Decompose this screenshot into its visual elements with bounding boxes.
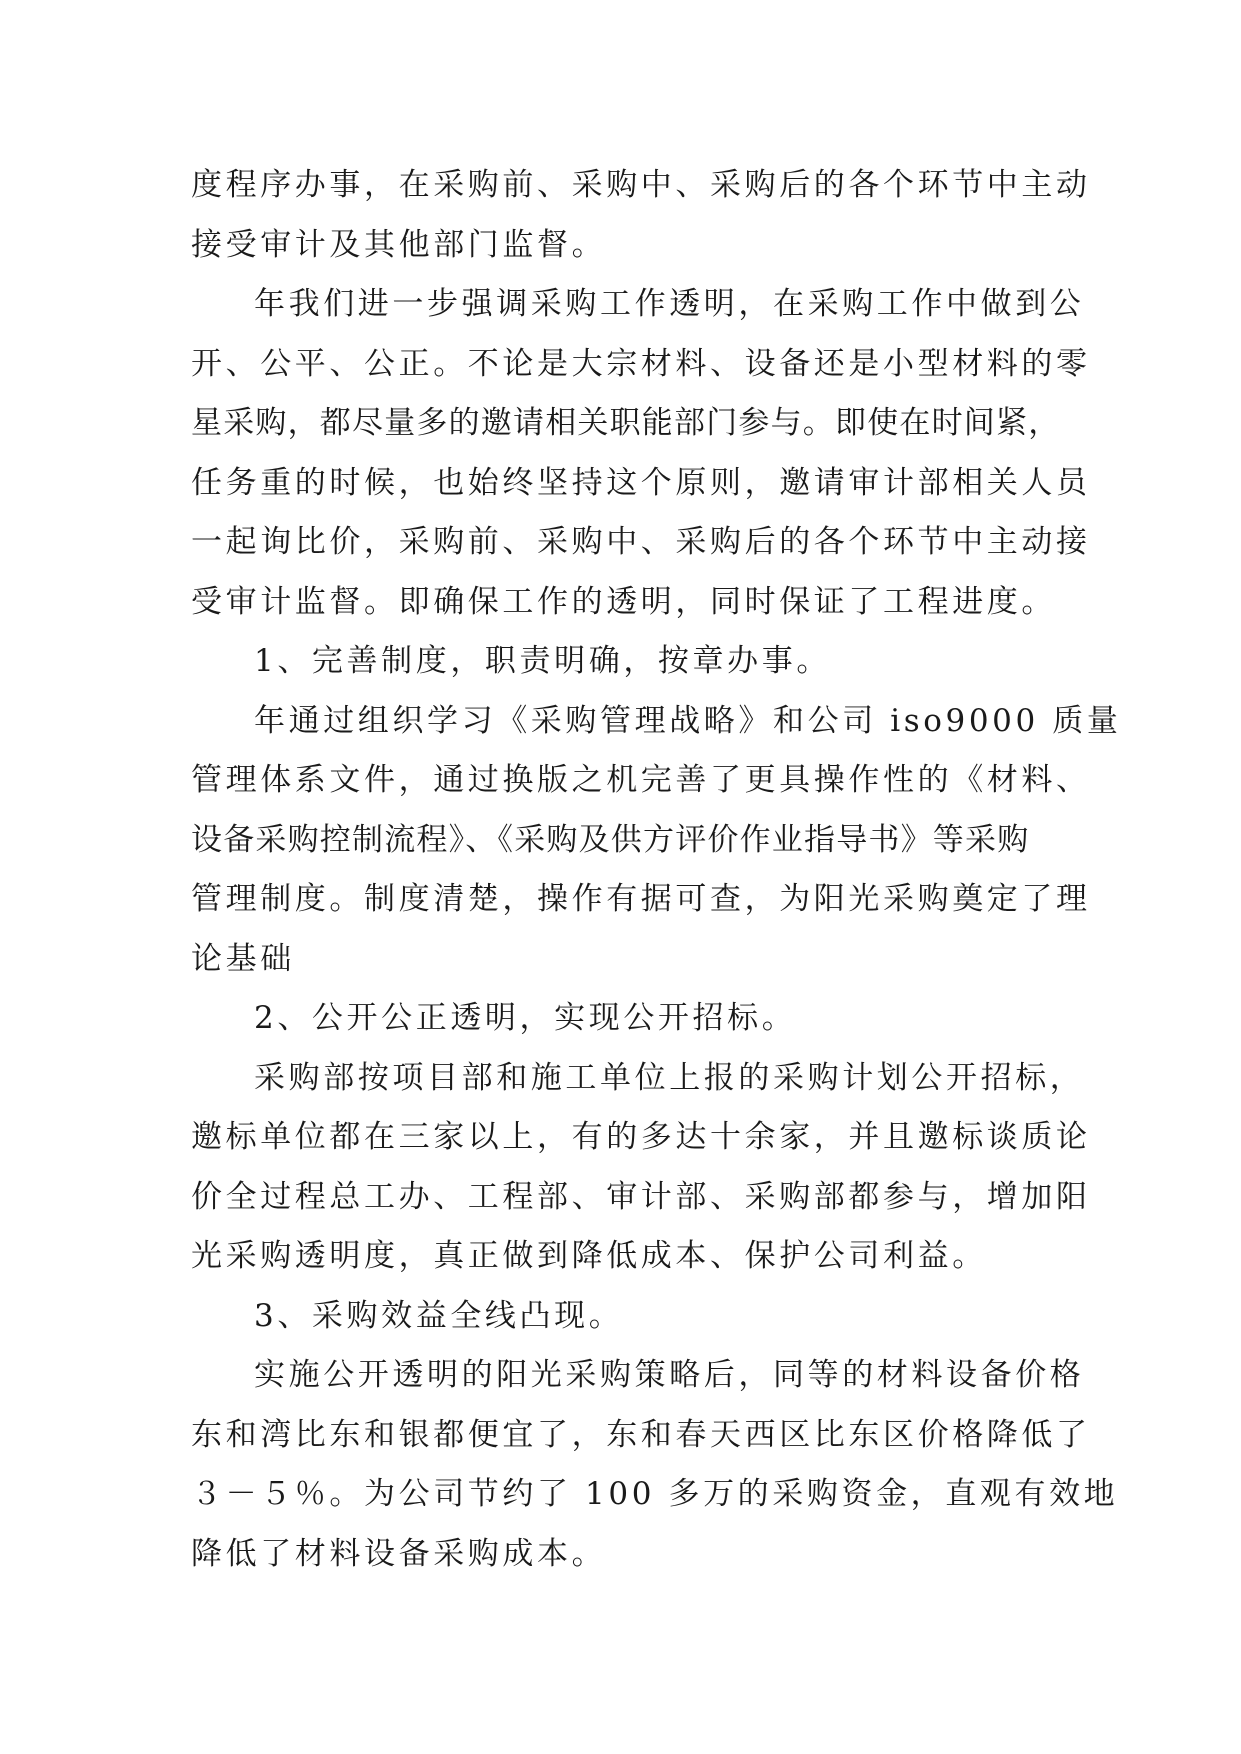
text-line: 管理体系文件，通过换版之机完善了更具操作性的《材料、: [191, 762, 1091, 798]
section-heading-2: 2、公开公正透明，实现公开招标。: [254, 1000, 797, 1036]
paragraph-start-line: 采购部按项目部和施工单位上报的采购计划公开招标，: [254, 1059, 1085, 1096]
paragraph-start-line: 年我们进一步强调采购工作透明，在采购工作中做到公: [254, 286, 1085, 322]
section-heading-3: 3、采购效益全线凸现。: [254, 1297, 624, 1334]
text-line: 度程序办事，在采购前、采购中、采购后的各个环节中主动: [191, 167, 1091, 203]
text-line: 一起询比价，采购前、采购中、采购后的各个环节中主动接: [191, 524, 1091, 560]
text-line: 论基础: [191, 940, 295, 977]
text-line: 降低了材料设备采购成本。: [191, 1535, 607, 1572]
document-body: [191, 156, 1122, 1584]
section-heading-1: 1、完善制度，职责明确，按章办事。: [254, 643, 831, 679]
text-line: 价全过程总工办、工程部、审计部、采购部都参与，增加阳: [191, 1178, 1091, 1215]
text-line: 星采购，都尽量多的邀请相关职能部门参与。即使在时间紧，: [191, 405, 1061, 441]
text-line: 受审计监督。即确保工作的透明，同时保证了工程进度。: [191, 583, 1056, 620]
text-line: 邀标单位都在三家以上，有的多达十余家，并且邀标谈质论: [191, 1119, 1091, 1155]
paragraph-start-line: 实施公开透明的阳光采购策略后，同等的材料设备价格: [254, 1357, 1085, 1393]
text-line: 管理制度。制度清楚，操作有据可查，为阳光采购奠定了理: [191, 881, 1091, 917]
text-line: 接受审计及其他部门监督。: [191, 226, 607, 263]
text-line: 东和湾比东和银都便宜了，东和春天西区比东区价格降低了: [191, 1416, 1091, 1453]
text-line: 设备采购控制流程》、《采购及供方评价作业指导书》等采购: [191, 821, 1030, 858]
text-line: 光采购透明度，真正做到降低成本、保护公司利益。: [191, 1238, 987, 1274]
text-line: 开、公平、公正。不论是大宗材料、设备还是小型材料的零: [191, 345, 1091, 382]
text-line: 任务重的时候，也始终坚持这个原则，邀请审计部相关人员: [191, 464, 1091, 501]
paragraph-start-line: 年通过组织学习《采购管理战略》和公司 iso9000 质量: [254, 702, 1122, 739]
text-line: ３－５％。为公司节约了 100 多万的采购资金，直观有效地: [191, 1476, 1119, 1512]
